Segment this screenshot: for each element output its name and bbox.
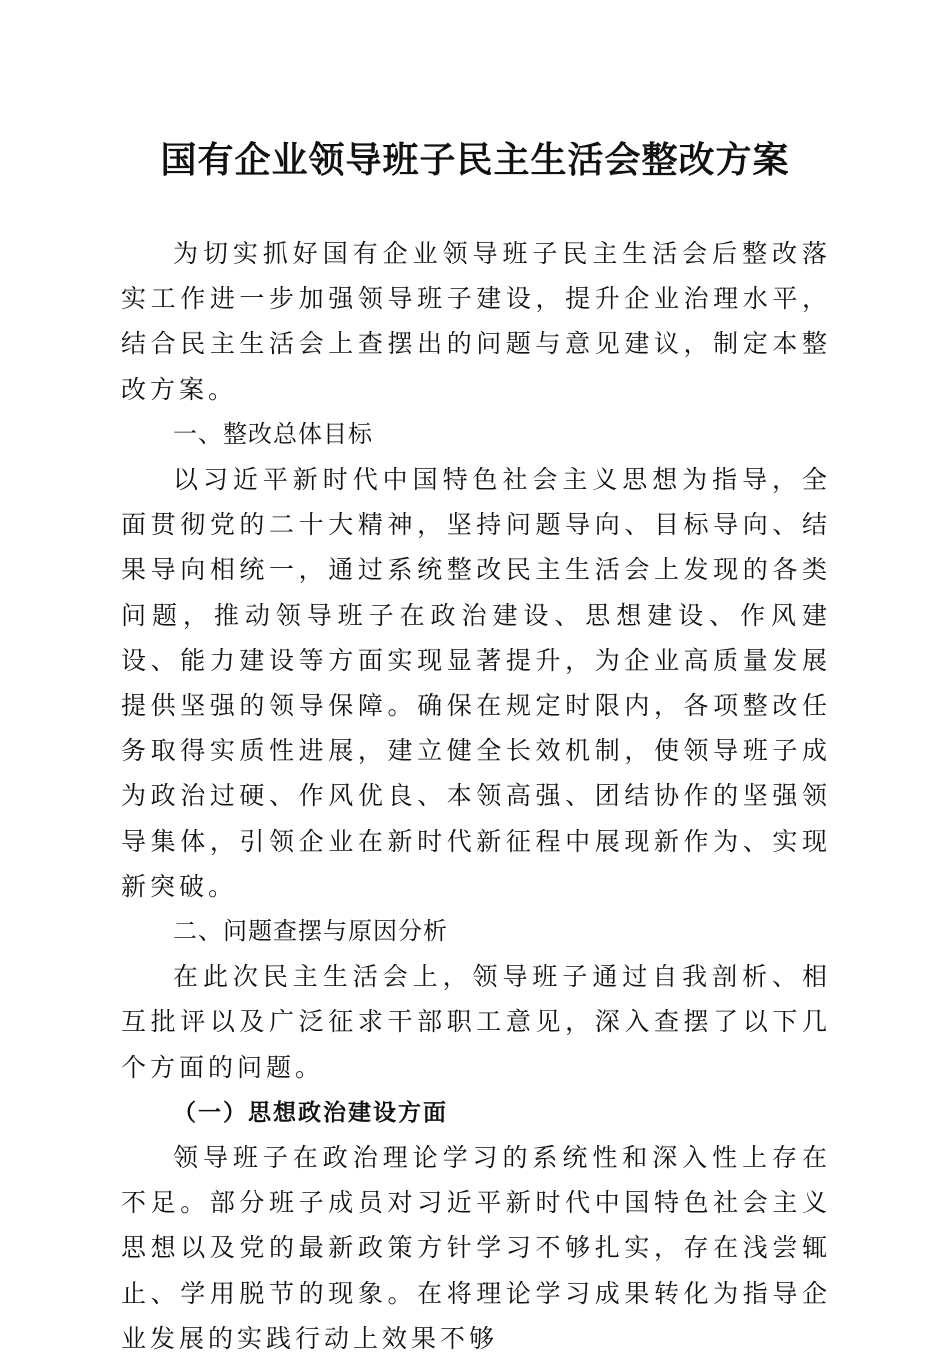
document-title: 国有企业领导班子民主生活会整改方案 xyxy=(160,139,790,181)
section-heading-goals: 一、整改总体目标 xyxy=(173,419,373,448)
section-paragraph-problems: 在此次民主生活会上，领导班子通过自我剖析、相互批评以及广泛征求干部职工意见，深入查摆了以下几个方面的问题。 xyxy=(121,962,831,1082)
subsection-paragraph-ideology: 领导班子在政治理论学习的系统性和深入性上存在不足。部分班子成员对习近平新时代中国特色社会主义思想以及党的最新政策方针学习不够扎实，存在浅尝辄止、学用脱节的现象。在将理论学习成果转化为指导企业发展的实践行动上效果不够 xyxy=(121,1143,831,1353)
section-heading-problems: 二、问题查摆与原因分析 xyxy=(173,917,448,946)
subsection-heading-ideology: （一）思想政治建设方面 xyxy=(173,1098,448,1126)
document-body xyxy=(121,231,831,1361)
intro-paragraph: 为切实抓好国有企业领导班子民主生活会后整改落实工作进一步加强领导班子建设，提升企业治理水平，结合民主生活会上查摆出的问题与意见建议，制定本整改方案。 xyxy=(121,239,831,404)
section-paragraph-goals: 以习近平新时代中国特色社会主义思想为指导，全面贯彻党的二十大精神，坚持问题导向、目标导向、结果导向相统一，通过系统整改民主生活会上发现的各类问题，推动领导班子在政治建设、思想建设、作风建设、能力建设等方面实现显著提升，为企业高质量发展提供坚强的领导保障。确保在规定时限内，各项整改任务取得实质性进展，建立健全长效机制，使领导班子成为政治过硬、作风优良、本领高强、团结协作的坚强领导集体，引领企业在新时代新征程中展现新作为、实现新突破。 xyxy=(121,465,831,901)
